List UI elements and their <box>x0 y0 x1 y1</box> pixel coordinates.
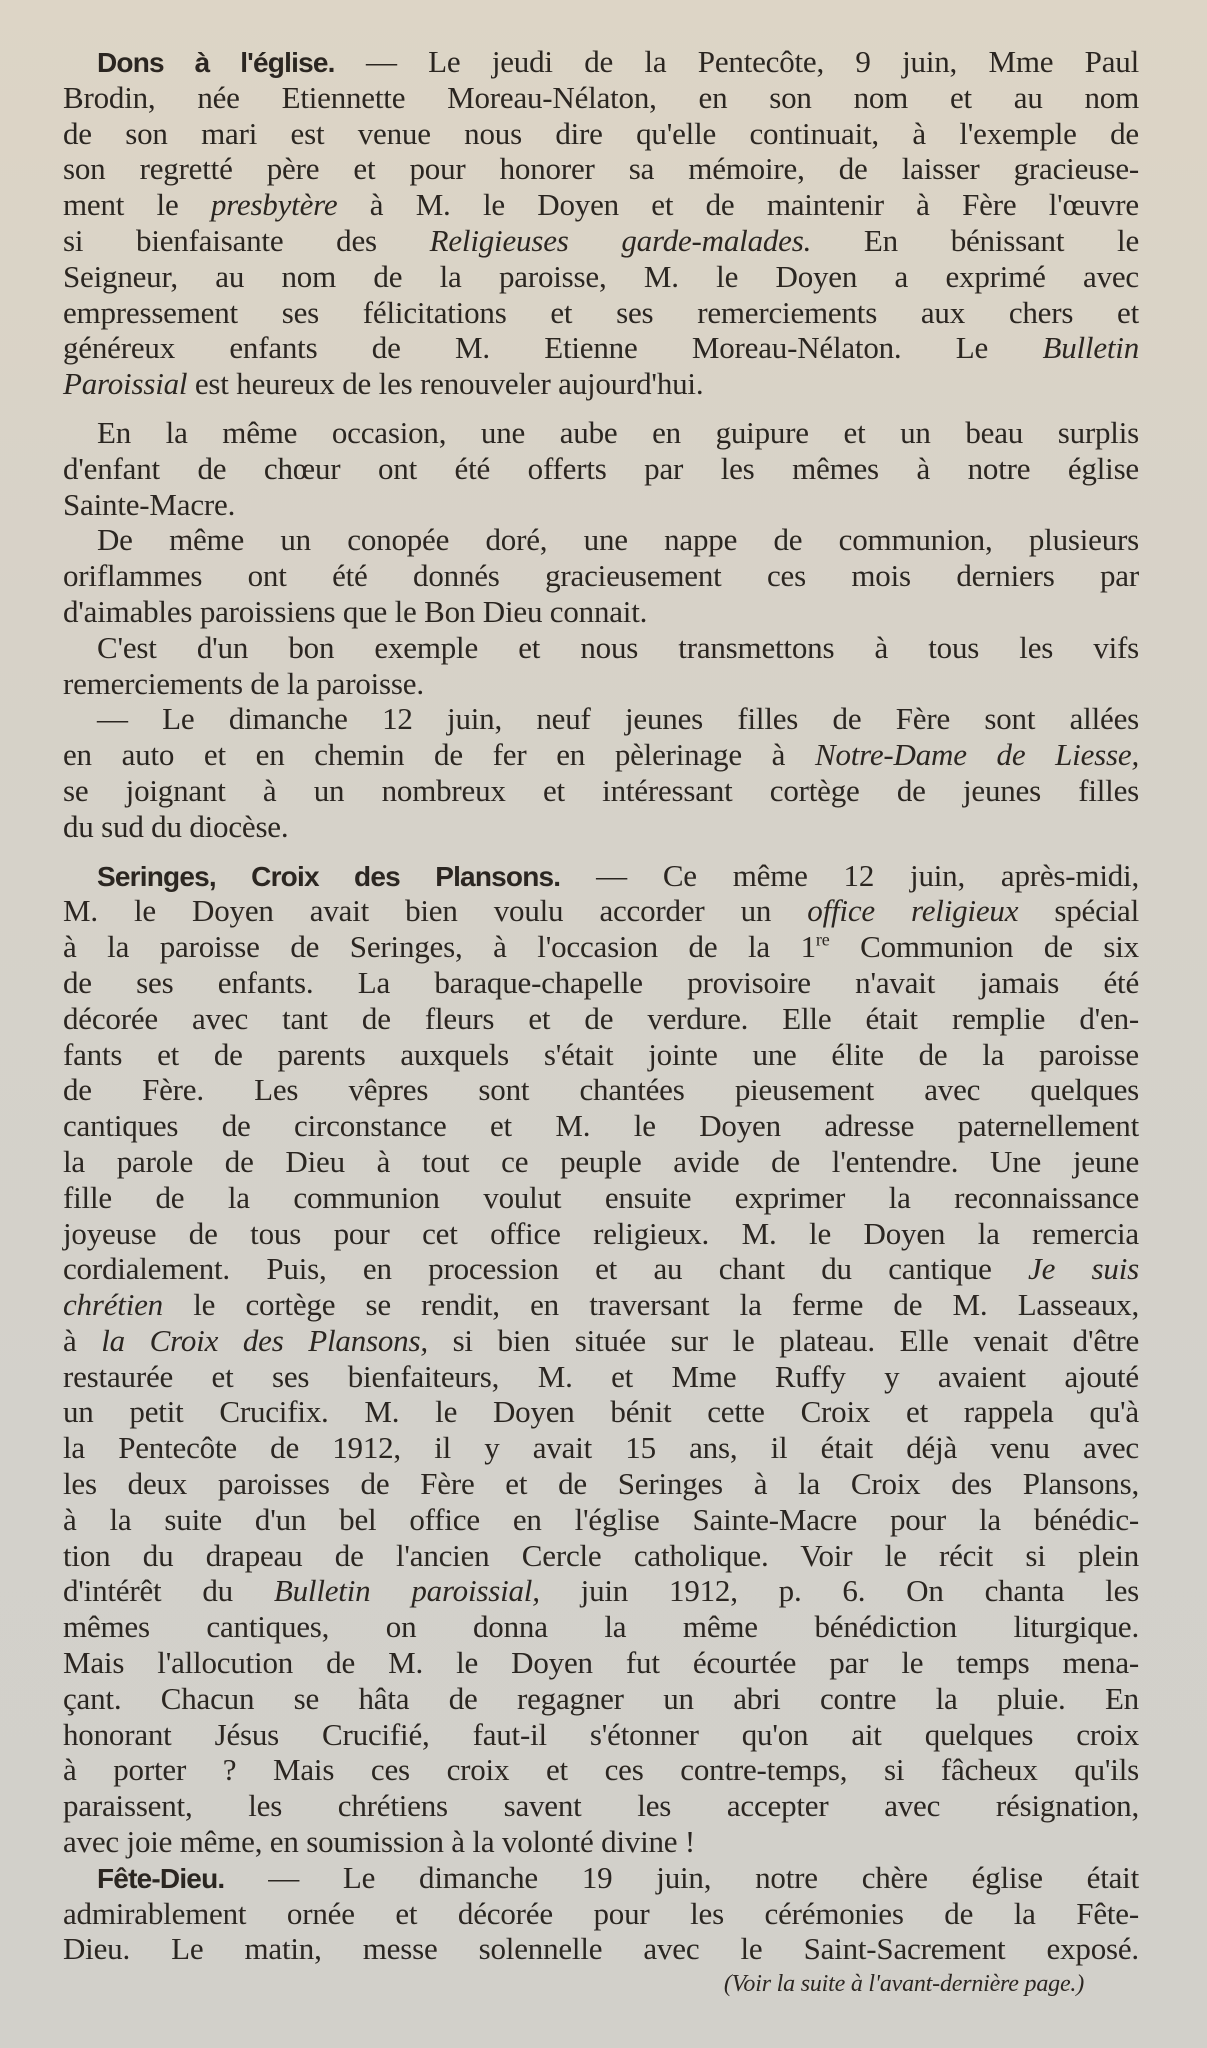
text-run: le cortège se rendit, en traversant la ferme de M. Lasseaux, <box>162 1287 1139 1323</box>
text-run: de ses enfants. La baraque-chapelle provisoire n'avait jamais été <box>63 964 1139 1000</box>
italic-text: Bulletin paroissial, <box>273 1573 540 1609</box>
text-run: généreux enfants de M. Etienne Moreau-Nélaton. Le <box>63 330 1043 366</box>
text-line <box>63 630 1139 666</box>
text-line <box>63 1860 1139 1896</box>
text-run: la Pentecôte de 1912, il y avait 15 ans, il était déjà venu avec <box>63 1430 1139 1466</box>
text-line <box>63 558 1139 594</box>
section-heading: Dons à l'église. <box>97 47 335 78</box>
text-run: ment le <box>63 187 211 223</box>
text-run: — Le dimanche 19 juin, notre chère église était <box>224 1859 1139 1895</box>
text-run: si bienfaisante des <box>63 222 430 258</box>
text-run: son regretté père et pour honorer sa mémoire, de laisser gracieuse- <box>63 151 1139 187</box>
text-line <box>63 1072 1139 1108</box>
text-run: Mais l'allocution de M. le Doyen fut écourtée par le temps mena- <box>63 1645 1139 1681</box>
text-run: fants et de parents auxquels s'était jointe une élite de la paroisse <box>63 1036 1139 1072</box>
text-line <box>63 1251 1139 1287</box>
text-line <box>63 1824 1139 1860</box>
text-run: de son mari est venue nous dire qu'elle continuait, à l'exemple de <box>63 115 1139 151</box>
text-run: honorant Jésus Crucifié, faut-il s'étonner qu'on ait quelques croix <box>63 1716 1139 1752</box>
text-line <box>63 594 1139 630</box>
italic-text: office religieux <box>807 893 1019 929</box>
italic-text: Bulletin <box>1042 330 1139 366</box>
text-line <box>63 1538 1139 1574</box>
text-run: remerciements de la paroisse. <box>63 665 424 701</box>
text-line <box>63 666 1139 702</box>
text-run: Brodin, née Etiennette Moreau-Nélaton, en son nom et au nom <box>63 79 1139 115</box>
text-line <box>63 1108 1139 1144</box>
continuation-note <box>63 1967 1139 2003</box>
italic-text: Religieuses garde-malades. <box>429 222 812 258</box>
text-run: re <box>815 929 830 950</box>
text-line <box>63 1359 1139 1395</box>
text-line <box>63 1394 1139 1430</box>
text-line <box>63 737 1139 773</box>
text-line <box>63 773 1139 809</box>
text-line <box>63 1931 1139 1967</box>
text-run: Communion de six <box>829 929 1139 965</box>
text-line <box>63 1323 1139 1359</box>
text-run: (Voir la suite à l'avant-dernière page.) <box>723 1971 1084 1998</box>
text-run: à M. le Doyen et de maintenir à Fère l'œuvre <box>337 187 1139 223</box>
text-run: oriflammes ont été donnés gracieusement ces mois derniers par <box>63 558 1139 594</box>
text-run: à la paroisse de Seringes, à l'occasion de la 1 <box>63 929 816 965</box>
text-line <box>63 1466 1139 1502</box>
text-run: admirablement ornée et décorée pour les cérémonies de la Fête- <box>63 1895 1139 1931</box>
text-line <box>63 1144 1139 1180</box>
text-line <box>63 929 1139 965</box>
text-line <box>63 1180 1139 1216</box>
text-run: décorée avec tant de fleurs et de verdure. Elle était remplie d'en- <box>63 1000 1139 1036</box>
text-run: se joignant à un nombreux et intéressant cortège de jeunes filles <box>63 772 1139 808</box>
text-line <box>63 1788 1139 1824</box>
text-run: les deux paroisses de Fère et de Seringes à la Croix des Plansons, <box>63 1466 1139 1502</box>
text-run: — Le jeudi de la Pentecôte, 9 juin, Mme Paul <box>334 44 1139 79</box>
text-line <box>63 1752 1139 1788</box>
text-run: Dieu. Le matin, messe solennelle avec le Saint-Sacrement exposé. <box>63 1931 1139 1967</box>
text-run: d'intérêt du <box>63 1573 274 1609</box>
text-line <box>63 809 1139 845</box>
text-run: restaurée et ses bienfaiteurs, M. et Mme Ruffy y avaient ajouté <box>63 1358 1139 1394</box>
text-line <box>63 965 1139 1001</box>
text-line <box>63 259 1139 295</box>
text-line <box>63 1896 1139 1932</box>
text-line <box>63 451 1139 487</box>
text-line <box>63 1573 1139 1609</box>
text-line <box>63 295 1139 331</box>
text-run: à <box>63 1322 102 1358</box>
text-run: d'enfant de chœur ont été offerts par les mêmes à notre église <box>63 450 1139 486</box>
text-run: Seigneur, au nom de la paroisse, M. le Doyen a exprimé avec <box>63 258 1139 294</box>
text-run: M. le Doyen avait bien voulu accorder un <box>63 893 808 929</box>
text-run: En bénissant le <box>811 222 1140 258</box>
text-run: de Fère. Les vêpres sont chantées pieusement avec quelques <box>63 1072 1139 1108</box>
section-heading: Seringes, Croix des Plansons. <box>97 860 561 892</box>
text-run: çant. Chacun se hâta de regagner un abri contre la pluie. En <box>63 1680 1139 1716</box>
text-run: si bien située sur le plateau. Elle venait d'être <box>427 1322 1139 1358</box>
text-run: joyeuse de tous pour cet office religieux. M. le Doyen la remercia <box>63 1215 1139 1251</box>
text-line <box>63 151 1139 187</box>
text-line <box>63 1216 1139 1252</box>
text-run: En la même occasion, une aube en guipure et un beau surplis <box>97 414 1139 450</box>
text-run: paraissent, les chrétiens savent les accepter avec résignation, <box>63 1788 1139 1824</box>
text-run: est heureux de les renouveler aujourd'hui. <box>187 366 704 402</box>
text-run: De même un conopée doré, une nappe de communion, plusieurs <box>97 522 1139 558</box>
text-line <box>63 701 1139 737</box>
text-line <box>63 223 1139 259</box>
text-line <box>63 1287 1139 1323</box>
section-heading: Fête-Dieu. <box>97 1862 225 1894</box>
text-run: tion du drapeau de l'ancien Cercle catholique. Voir le récit si plein <box>63 1537 1139 1573</box>
text-run: à la suite d'un bel office en l'église Sainte-Macre pour la bénédic- <box>63 1501 1139 1537</box>
italic-text: Notre-Dame de Liesse, <box>814 737 1139 773</box>
text-run: du sud du diocèse. <box>63 808 289 844</box>
text-run: empressement ses félicitations et ses remerciements aux chers et <box>63 294 1139 330</box>
text-line <box>63 1645 1139 1681</box>
text-run: mêmes cantiques, on donna la même bénédiction liturgique. <box>63 1609 1139 1645</box>
italic-text: Paroissial <box>63 366 188 402</box>
italic-text: Je suis <box>1028 1251 1139 1287</box>
text-line <box>63 487 1139 523</box>
text-run: spécial <box>1018 893 1140 929</box>
text-line <box>63 80 1139 116</box>
text-run: cantiques de circonstance et M. le Doyen adresse paternellement <box>63 1108 1139 1144</box>
text-line <box>63 1502 1139 1538</box>
text-line <box>63 1609 1139 1645</box>
text-run: un petit Crucifix. M. le Doyen bénit cette Croix et rappela qu'à <box>63 1394 1139 1430</box>
text-line <box>63 858 1139 894</box>
text-line <box>63 116 1139 152</box>
text-line <box>63 1037 1139 1073</box>
text-line <box>63 415 1139 451</box>
text-line <box>63 330 1139 366</box>
text-line <box>63 1430 1139 1466</box>
text-run: d'aimables paroissiens que le Bon Dieu connait. <box>63 593 648 629</box>
text-run: — Ce même 12 juin, après-midi, <box>560 857 1139 893</box>
text-run: Sainte-Macre. <box>63 486 236 522</box>
text-run: fille de la communion voulut ensuite exprimer la reconnaissance <box>63 1179 1139 1215</box>
text-line <box>63 522 1139 558</box>
text-run: la parole de Dieu à tout ce peuple avide de l'entendre. Une jeune <box>63 1143 1139 1179</box>
italic-text: chrétien <box>63 1287 163 1323</box>
text-line <box>63 1717 1139 1753</box>
text-run: à porter ? Mais ces croix et ces contre-temps, si fâcheux qu'ils <box>63 1752 1139 1788</box>
text-line <box>63 1681 1139 1717</box>
italic-text: la Croix des Plansons, <box>101 1322 428 1358</box>
italic-text: presbytère <box>210 187 338 223</box>
text-line <box>63 893 1139 929</box>
text-run: en auto et en chemin de fer en pèlerinage à <box>63 737 815 773</box>
text-line <box>63 187 1139 223</box>
text-line <box>63 1001 1139 1037</box>
text-run: cordialement. Puis, en procession et au chant du cantique <box>63 1251 1029 1287</box>
text-line <box>63 366 1139 402</box>
text-run: avec joie même, en soumission à la volonté divine ! <box>63 1824 696 1860</box>
text-line <box>63 44 1139 80</box>
text-run: juin 1912, p. 6. On chanta les <box>539 1573 1140 1609</box>
document-page <box>63 44 1139 2003</box>
text-run: — Le dimanche 12 juin, neuf jeunes filles de Fère sont allées <box>97 701 1139 737</box>
text-run: C'est d'un bon exemple et nous transmettons à tous les vifs <box>97 629 1139 665</box>
